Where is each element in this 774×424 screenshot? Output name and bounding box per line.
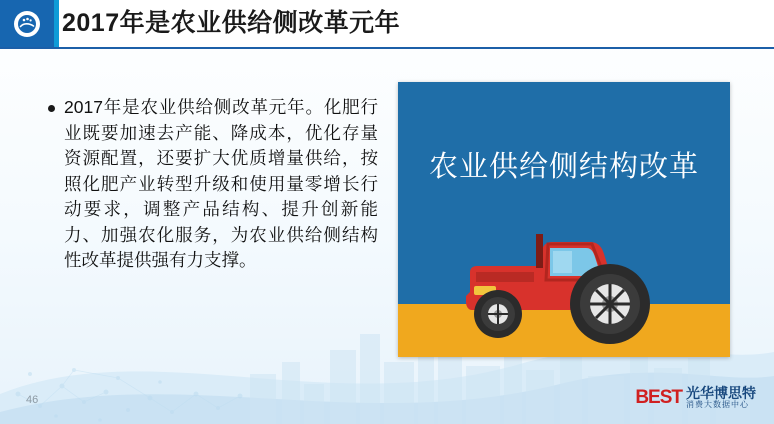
bullet-dot-icon bbox=[48, 105, 55, 112]
brand-subtitle: 消费大数据中心 bbox=[686, 400, 749, 410]
slide-body bbox=[0, 60, 774, 400]
brand-name: 光华博思特 bbox=[686, 384, 756, 401]
page-title: 2017年是农业供给侧改革元年 bbox=[62, 9, 401, 37]
company-emblem-icon bbox=[14, 11, 40, 37]
header-accent-bar bbox=[54, 0, 59, 47]
red-tractor-illustration bbox=[450, 200, 690, 350]
image-caption: 农业供给侧结构改革 bbox=[428, 151, 699, 183]
brand-logo bbox=[635, 386, 756, 410]
bullet-text: 2017年是农业供给侧改革元年。化肥行业既要加速去产能、降成本，优化存量资源配置，还要扩大优质增量供给，按照化肥产业转型升级和使用量零增长行动要求，调整产品结构、提升创新能力、加强农化服务，为农业供给侧结构性改革提供强有力支撑。 bbox=[64, 97, 378, 270]
page-number: 46 bbox=[26, 394, 39, 406]
brand-text-block bbox=[686, 386, 756, 410]
logo-badge bbox=[0, 0, 54, 47]
slide-header bbox=[0, 0, 774, 47]
bullet-item bbox=[48, 95, 378, 274]
slide-image bbox=[398, 82, 730, 357]
brand-mark: BEST bbox=[635, 386, 682, 408]
